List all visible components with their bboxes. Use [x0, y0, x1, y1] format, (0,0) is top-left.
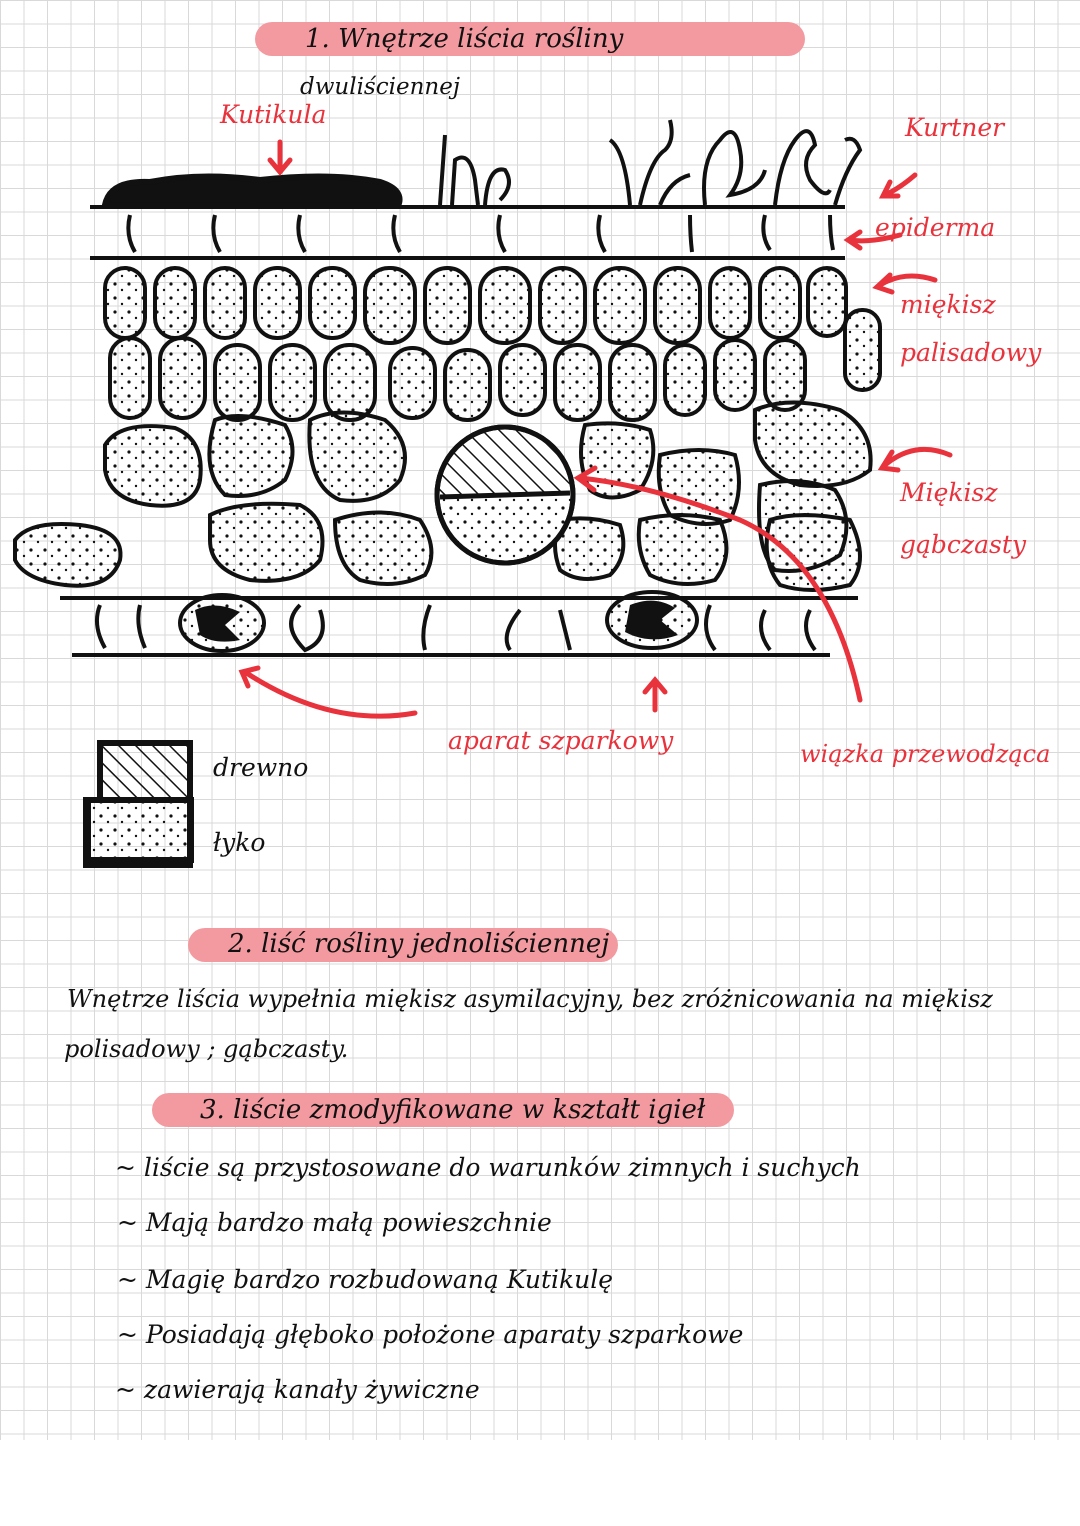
- label-kutikula: Kutikula: [220, 100, 327, 129]
- label-epiderma: epiderma: [875, 213, 996, 242]
- vascular-bundle: [437, 427, 573, 565]
- cuticle-layer: [105, 176, 400, 206]
- label-aparat-szparkowy: aparat szparkowy: [448, 726, 674, 755]
- legend-label-lyko: łyko: [213, 828, 266, 857]
- section3-item-4: ~ Posiadają głęboko położone aparaty szparkowe: [117, 1320, 744, 1349]
- section3-title: 3. liście zmodyfikowane w kształt igieł: [200, 1095, 706, 1125]
- label-kurtner: Kurtner: [905, 113, 1005, 142]
- label-miekisz-gabczasty-2: gąbczasty: [900, 530, 1026, 559]
- section1-title-continued: dwuliściennej: [300, 74, 460, 100]
- label-miekisz-palisadowy-2: palisadowy: [900, 338, 1042, 367]
- section3-item-2: ~ Mają bardzo małą powieszchnie: [117, 1208, 552, 1237]
- label-miekisz-gabczasty-1: Miękisz: [900, 478, 998, 507]
- section1-title: 1. Wnętrze liścia rośliny: [305, 24, 624, 54]
- trichomes: [440, 120, 860, 205]
- upper-epidermis: [90, 207, 845, 258]
- label-wiazka-przewodzaca: wiązka przewodząca: [800, 740, 1051, 768]
- label-miekisz-palisadowy-1: miękisz: [900, 290, 996, 319]
- stomata: [180, 592, 697, 651]
- legend-label-drewno: drewno: [213, 753, 309, 782]
- section3-item-5: ~ zawierają kanały żywiczne: [115, 1375, 480, 1404]
- section2-line2: polisadowy ; gąbczasty.: [64, 1035, 349, 1063]
- section2-line1: Wnętrze liścia wypełnia miękisz asymilacyjny, bez zróżnicowania na miękisz: [67, 985, 993, 1013]
- section3-item-3: ~ Magię bardzo rozbudowaną Kutikulę: [117, 1265, 614, 1294]
- section3-item-1: ~ liście są przystosowane do warunków zimnych i suchych: [115, 1153, 861, 1182]
- page-bottom-margin: [0, 1440, 1080, 1526]
- legend-boxes: [86, 743, 191, 865]
- palisade-mesophyll: [105, 268, 880, 420]
- section2-title: 2. liść rośliny jednoliściennej: [228, 929, 610, 959]
